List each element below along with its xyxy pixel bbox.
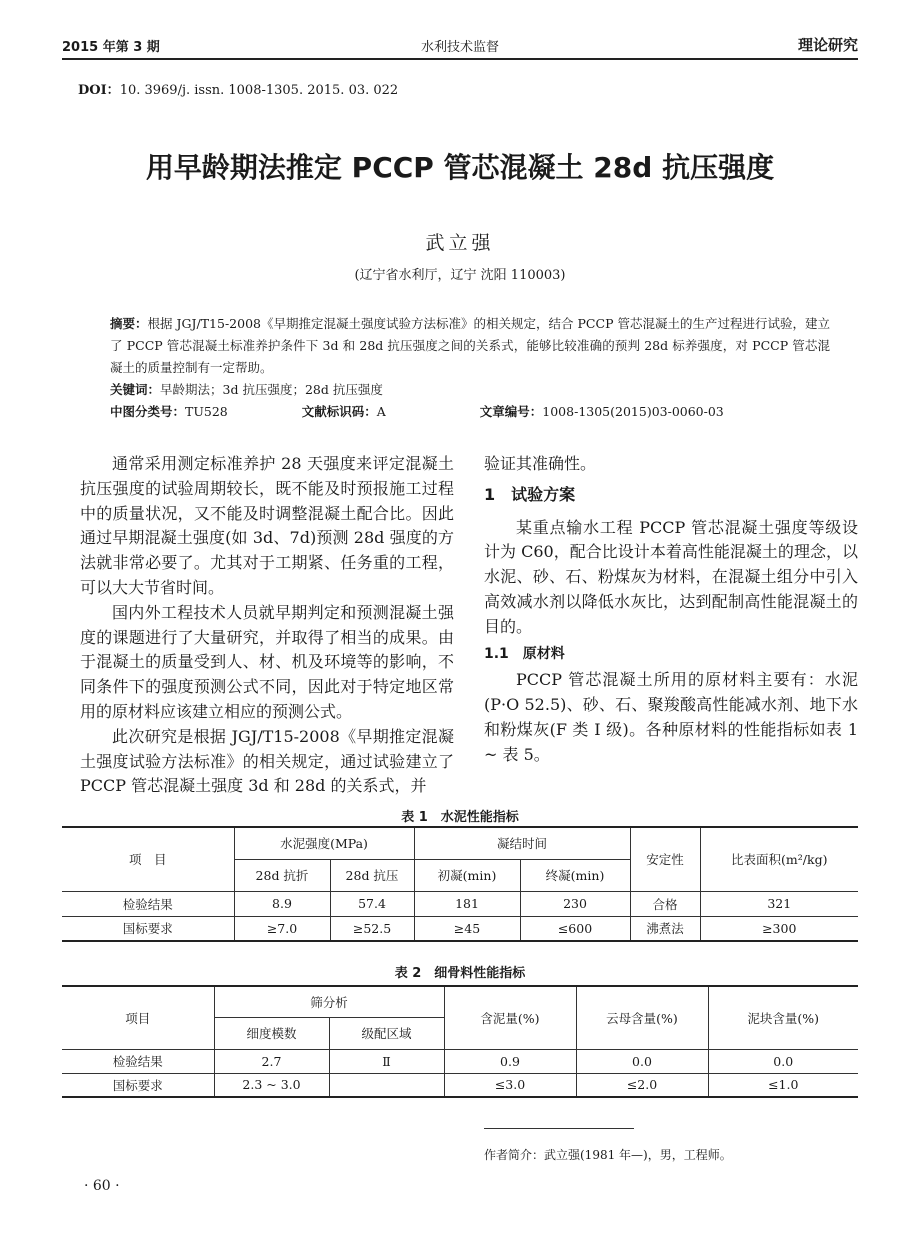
table1-header-flex: 28d 抗折 (234, 859, 330, 891)
table-cell: 0.0 (708, 1049, 858, 1073)
table-cell: 2.7 (214, 1049, 329, 1073)
table-cell: 国标要求 (62, 1073, 214, 1097)
section-heading-1-1: 1.1 原材料 (484, 645, 565, 662)
table-cell: ≤600 (520, 916, 630, 941)
table-cell: 2.3 ~ 3.0 (214, 1073, 329, 1097)
table1-header-setting: 凝结时间 (414, 827, 630, 859)
table-row (62, 916, 858, 941)
doc-code-value: A (376, 404, 386, 419)
table1-header-initial: 初凝(min) (414, 859, 520, 891)
paragraph: PCCP 管芯混凝土所用的原材料主要有：水泥(P·O 52.5)、砂、石、聚羧酸高性能减水剂、地下水和粉煤灰(F 类 I 级)。各种原材料的性能指标如表 1 ~ 表 5。 (484, 670, 858, 764)
table-cell: ≤2.0 (576, 1073, 708, 1097)
issue-label: 2015 年第 3 期 (62, 40, 160, 55)
table-row (62, 891, 858, 916)
table-row (62, 1073, 858, 1097)
left-column (80, 452, 454, 799)
table-cell: ≥300 (700, 916, 858, 941)
table-cell: 321 (700, 891, 858, 916)
table-cell: ≤1.0 (708, 1073, 858, 1097)
article-no-value: 1008-1305(2015)03-0060-03 (542, 404, 724, 419)
author: 武立强 (425, 232, 495, 254)
author-note: 作者简介：武立强(1981 年—)，男，工程师。 (484, 1148, 732, 1162)
keywords-text: 早龄期法；3d 抗压强度；28d 抗压强度 (160, 382, 383, 397)
table1-header-strength: 水泥强度(MPa) (234, 827, 414, 859)
table2-header-mica: 云母含量(%) (576, 986, 708, 1049)
table1-header-area: 比表面积(m²/kg) (700, 827, 858, 891)
table2-header-mud: 含泥量(%) (444, 986, 576, 1049)
header-rule (62, 58, 858, 60)
doi-label: DOI： (78, 83, 120, 98)
page-number: · 60 · (84, 1178, 120, 1194)
table1-header-stability: 安定性 (630, 827, 700, 891)
section-label: 理论研究 (797, 36, 858, 54)
section-heading-1: 1 试验方案 (484, 484, 576, 504)
table-cell: 检验结果 (62, 1049, 214, 1073)
table2-header-grading: 级配区域 (329, 1017, 444, 1049)
table1-header-item: 项 目 (62, 827, 234, 891)
table2-fine-aggregate (62, 985, 858, 1098)
table-cell: ≥52.5 (330, 916, 414, 941)
article-no-label: 文章编号： (479, 404, 543, 419)
keywords-label: 关键词： (110, 382, 161, 397)
table2-header-fineness: 细度模数 (214, 1017, 329, 1049)
paper-title: 用早龄期法推定 PCCP 管芯混凝土 28d 抗压强度 (145, 151, 775, 184)
right-column (484, 452, 858, 768)
table-cell: 181 (414, 891, 520, 916)
table-cell: 检验结果 (62, 891, 234, 916)
abstract-text: 根据 JGJ/T15-2008《早期推定混凝土强度试验方法标准》的相关规定，结合 PCCP 管芯混凝土的生产过程进行试验，建立了 PCCP 管芯混凝土标准养护条件下 3d 和 28d 抗压强度之间的关系式，能够比较准确的预判 28d 标养强度，对 PCCP 管芯混凝土的质量控制有一定帮助。 (110, 316, 830, 375)
abstract-block (110, 313, 830, 423)
clc-value: TU528 (185, 404, 228, 419)
table-cell: 230 (520, 891, 630, 916)
table-cell: 8.9 (234, 891, 330, 916)
table1-header-final: 终凝(min) (520, 859, 630, 891)
clc-label: 中图分类号： (110, 404, 186, 419)
table-cell (329, 1073, 444, 1097)
abstract-label: 摘要： (110, 316, 148, 331)
table1-cement (62, 826, 858, 942)
table1-header-comp: 28d 抗压 (330, 859, 414, 891)
paragraph-continuation: 验证其准确性。 (484, 454, 597, 473)
doc-code-label: 文献标识码： (301, 404, 377, 419)
footnote-rule (484, 1128, 634, 1129)
classification (110, 401, 830, 423)
table-cell: 0.0 (576, 1049, 708, 1073)
table-cell: ≥45 (414, 916, 520, 941)
table-cell: 57.4 (330, 891, 414, 916)
table-cell: 沸煮法 (630, 916, 700, 941)
table2-header-item: 项目 (62, 986, 214, 1049)
doi (78, 79, 398, 98)
doi-value: 10. 3969/j. issn. 1008-1305. 2015. 03. 022 (119, 83, 399, 98)
table-cell: 国标要求 (62, 916, 234, 941)
table-cell: ≤3.0 (444, 1073, 576, 1097)
keywords (110, 379, 830, 401)
affiliation: (辽宁省水利厅，辽宁 沈阳 110003) (354, 268, 566, 283)
table2-header-sieve: 筛分析 (214, 986, 444, 1017)
abstract (110, 313, 830, 379)
paragraph: 此次研究是根据 JGJ/T15-2008《早期推定混凝土强度试验方法标准》的相关规定，通过试验建立了 PCCP 管芯混凝土强度 3d 和 28d 的关系式，并 (80, 726, 454, 796)
table2-caption: 表 2 细骨料性能指标 (394, 966, 526, 981)
table-cell: ≥7.0 (234, 916, 330, 941)
table1-caption: 表 1 水泥性能指标 (401, 810, 519, 825)
table-cell: 合格 (630, 891, 700, 916)
table2-header-clay: 泥块含量(%) (708, 986, 858, 1049)
paragraph: 某重点输水工程 PCCP 管芯混凝土强度等级设计为 C60，配合比设计本着高性能混凝土的理念，以水泥、砂、石、粉煤灰为材料，在混凝土组分中引入高效减水剂以降低水灰比，达到配制高性能混凝土的目的。 (484, 517, 858, 636)
table-row (62, 1049, 858, 1073)
journal-name: 水利技术监督 (420, 40, 499, 55)
paragraph: 国内外工程技术人员就早期判定和预测混凝土强度的课题进行了大量研究，并取得了相当的成果。由于混凝土的质量受到人、材、机及环境等的影响，不同条件下的强度预测公式不同，因此对于特定地区常用的原材料应该建立相应的预测公式。 (80, 602, 454, 721)
table-cell: Ⅱ (329, 1049, 444, 1073)
table-cell: 0.9 (444, 1049, 576, 1073)
paragraph: 通常采用测定标准养护 28 天强度来评定混凝土抗压强度的试验周期较长，既不能及时预报施工过程中的质量状况，又不能及时调整混凝土配合比。因此通过早期混凝土强度(如 3d、7d)预测 28d 强度的方法就非常必要了。尤其对于工期紧、任务重的工程，可以大大节省时间。 (80, 454, 454, 597)
